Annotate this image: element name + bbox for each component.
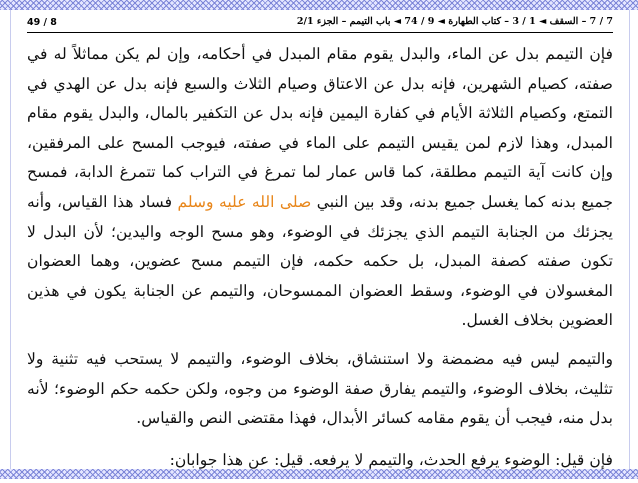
header-rule (27, 32, 613, 33)
page (10, 10, 630, 469)
paragraph-2: والتيمم ليس فيه مضمضة ولا استنشاق، بخلاف الوضوء، والتيمم لا يستحب فيه تثنية ولا تثليث، بخلاف الوضوء، والتيمم يفارق صفة الوضوء من وجوه، ولكن حكمه حكم الوضوء؛ لأنه بدل منه، فيجب أن يقوم مقامه كسائر الأبدال، فهذا مقتضى النص والقياس. (27, 349, 613, 428)
honorific-phrase: صلى الله عليه وسلم (177, 192, 312, 211)
page-header (27, 16, 613, 30)
top-border-band (0, 0, 638, 10)
bottom-border-band (0, 469, 638, 479)
paragraph-3: فإن قيل: الوضوء يرفع الحدث، والتيمم لا يرفعه. قيل: عن هذا جوابان: (169, 450, 613, 469)
paragraph-1-text-a: فإن التيمم بدل عن الماء، والبدل يقوم مقام المبدل في أحكامه، وإن لم يكن مماثلاً له في صفته، كصيام الشهرين، فإنه بدل عن الاعتاق وصيام الثلاث والسبع فإنه بدل عن الهدي في التمتع، وكصيام الثلاثة الأيام في كفارة اليمين فإنه بدل عن التكفير بالمال، والبدل يقوم مقام المبدل، وهذا لازم لمن يقيس التيمم على الماء في صفته، فيوجب المسح على المرفقين، وإن كانت آية التيمم مطلقة، كما قاس عمار لما تمرغ في التراب كما تتمرغ الدابة، فمسح جميع بدنه كما يغسل جميع بدنه، وقد بين النبي (27, 45, 614, 211)
breadcrumb: 7 / 7 – السقف ◄ 1 / 3 – كتاب الطهارة ◄ 9 / 74 ◄ باب التيمم – الجزء 2/1 (296, 16, 613, 27)
paragraph-1-text-b: فساد هذا القياس، وأنه يجزئك من الجنابة التيمم الذي يجزئك في الوضوء، وهو مسح الوجه واليدين؛ لأن البدل لا تكون صفته كصفة المبدل، بل حكمه حكمه، فإن التيمم مسح عضوين، وهما العضوان المغسولان في الوضوء، وسقط العضوان الممسوحان، والتيمم عن الجنابة يكون في هذين العضوين بخلاف الغسل. (27, 192, 613, 330)
page-content (27, 40, 613, 483)
paragraph-1 (27, 40, 613, 336)
page-number: 49 / 8 (27, 17, 57, 28)
